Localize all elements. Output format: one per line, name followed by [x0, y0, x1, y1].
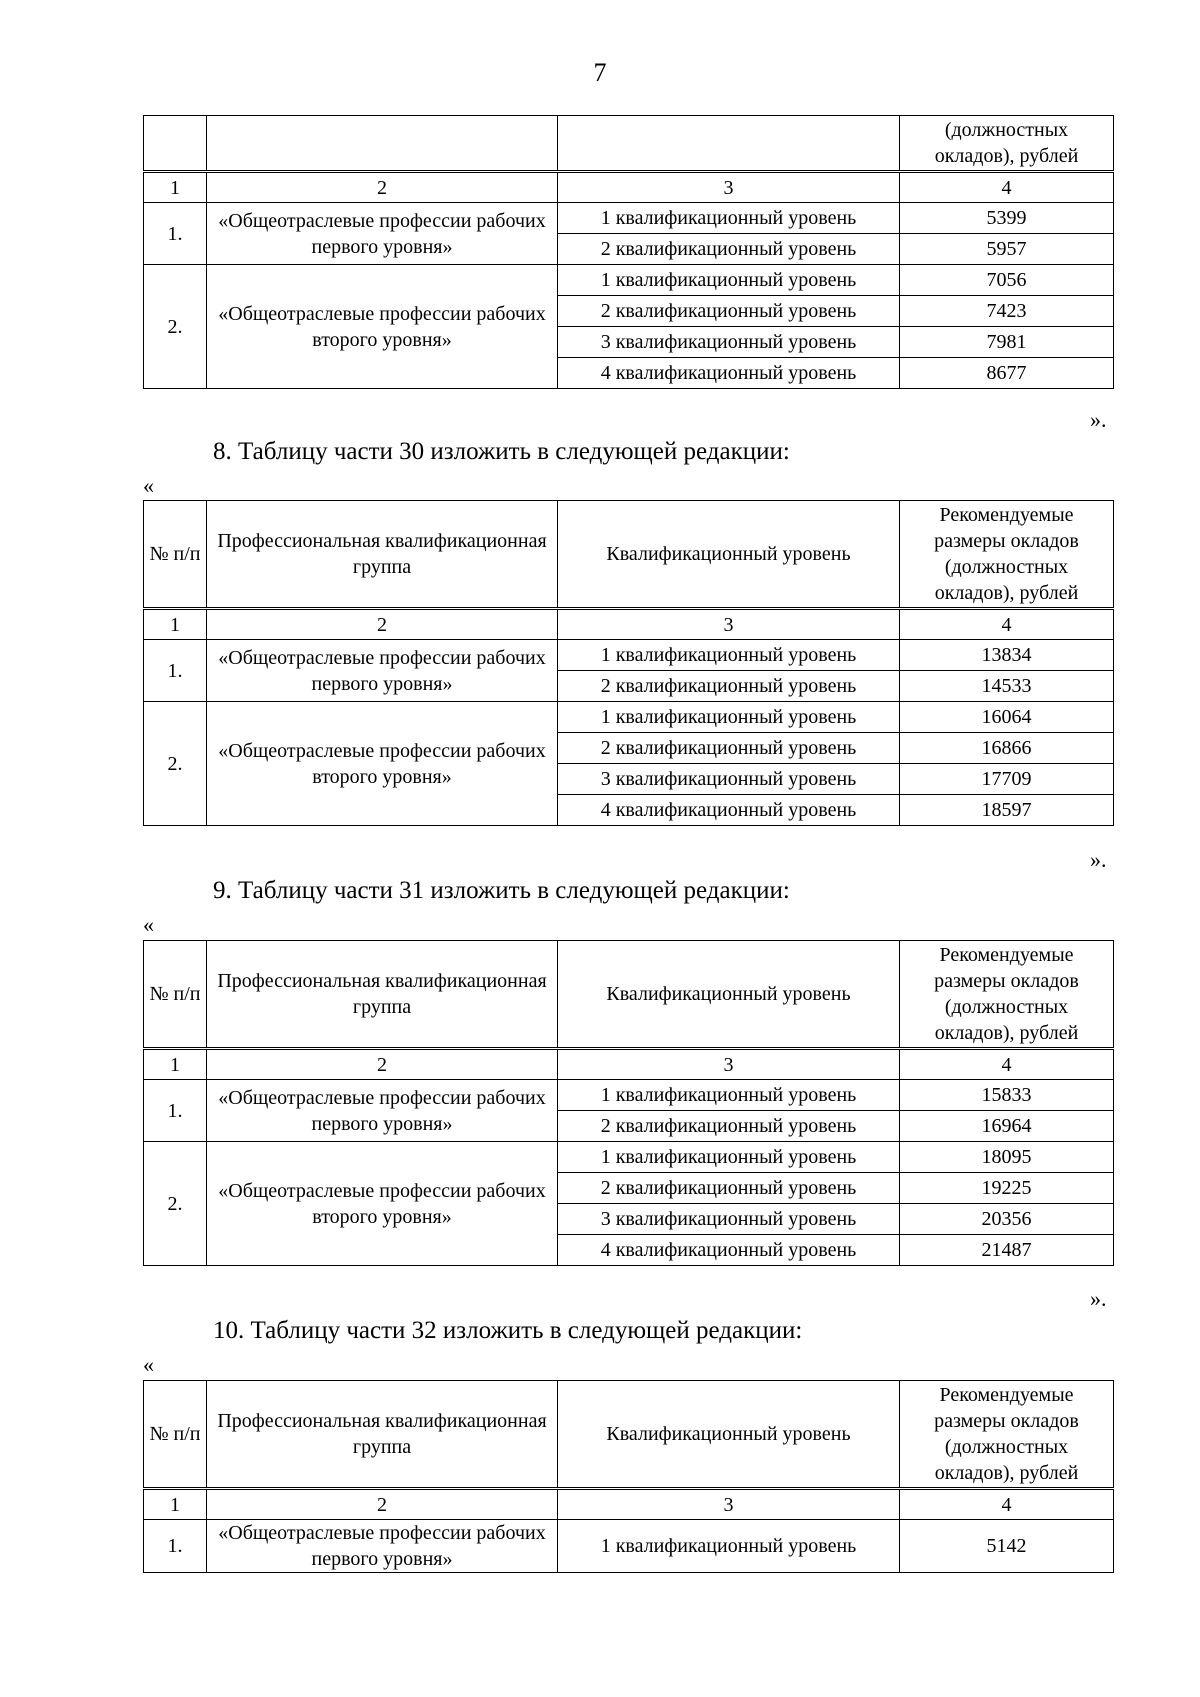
closing-quote: ».: [1090, 407, 1107, 432]
row-number: 1.: [144, 640, 207, 702]
column-number: 2: [207, 172, 558, 203]
salary-cell: 21487: [900, 1235, 1114, 1266]
level-cell: 1 квалификационный уровень: [558, 1080, 900, 1111]
level-cell: 3 квалификационный уровень: [558, 327, 900, 358]
column-number: 1: [144, 609, 207, 640]
header-group: Профессиональная квалификационная группа: [207, 941, 558, 1049]
header-cell: [207, 116, 558, 172]
salary-cell: 18597: [900, 795, 1114, 826]
salary-table-part31: [143, 940, 1114, 1266]
level-cell: 2 квалификационный уровень: [558, 296, 900, 327]
column-number: 4: [900, 1489, 1114, 1520]
salary-cell: 17709: [900, 764, 1114, 795]
column-number: 2: [207, 1489, 558, 1520]
column-number: 3: [558, 1489, 900, 1520]
group-name: «Общеотраслевые профессии рабочих первого уровня»: [207, 1080, 558, 1142]
column-number: 1: [144, 1489, 207, 1520]
closing-quote: ».: [1090, 1286, 1107, 1311]
header-level: Квалификационный уровень: [558, 1381, 900, 1489]
header-cell: [558, 116, 900, 172]
opening-quote: «: [143, 473, 154, 498]
row-number: 2.: [144, 702, 207, 826]
salary-cell: 13834: [900, 640, 1114, 671]
section-heading: 10. Таблицу части 32 изложить в следующей редакции:: [213, 1317, 803, 1344]
column-number: 4: [900, 1049, 1114, 1080]
level-cell: 1 квалификационный уровень: [558, 203, 900, 234]
salary-cell: 16964: [900, 1111, 1114, 1142]
column-number: 2: [207, 609, 558, 640]
salary-cell: 7056: [900, 265, 1114, 296]
row-number: 2.: [144, 1142, 207, 1266]
salary-cell: 5399: [900, 203, 1114, 234]
opening-quote: «: [143, 1352, 154, 1377]
row-number: 1.: [144, 203, 207, 265]
opening-quote: «: [143, 912, 154, 937]
salary-cell: 5142: [900, 1520, 1114, 1573]
header-number: № п/п: [144, 941, 207, 1049]
level-cell: 2 квалификационный уровень: [558, 1111, 900, 1142]
salary-cell: 20356: [900, 1204, 1114, 1235]
group-name: «Общеотраслевые профессии рабочих первого уровня»: [207, 203, 558, 265]
level-cell: 2 квалификационный уровень: [558, 1173, 900, 1204]
level-cell: 1 квалификационный уровень: [558, 702, 900, 733]
page-number: 7: [593, 58, 607, 87]
header-salary-continued: (должностных окладов), рублей: [900, 116, 1114, 172]
section-heading: 8. Таблицу части 30 изложить в следующей редакции:: [213, 438, 790, 465]
level-cell: 4 квалификационный уровень: [558, 1235, 900, 1266]
column-number: 4: [900, 172, 1114, 203]
header-salary: Рекомендуемые размеры окладов (должностных окладов), рублей: [900, 501, 1114, 609]
salary-table-continued: [143, 115, 1114, 389]
column-number: 1: [144, 1049, 207, 1080]
group-name: «Общеотраслевые профессии рабочих второго уровня»: [207, 1142, 558, 1266]
level-cell: 1 квалификационный уровень: [558, 265, 900, 296]
level-cell: 2 квалификационный уровень: [558, 733, 900, 764]
salary-cell: 8677: [900, 358, 1114, 389]
level-cell: 3 квалификационный уровень: [558, 764, 900, 795]
group-name: «Общеотраслевые профессии рабочих первого уровня»: [207, 1520, 558, 1573]
column-number: 1: [144, 172, 207, 203]
salary-cell: 16064: [900, 702, 1114, 733]
level-cell: 4 квалификационный уровень: [558, 795, 900, 826]
closing-quote: ».: [1090, 847, 1107, 872]
salary-table-part30: [143, 500, 1114, 826]
salary-table-part32: [143, 1380, 1114, 1573]
header-level: Квалификационный уровень: [558, 941, 900, 1049]
salary-cell: 18095: [900, 1142, 1114, 1173]
level-cell: 3 квалификационный уровень: [558, 1204, 900, 1235]
level-cell: 1 квалификационный уровень: [558, 1142, 900, 1173]
salary-cell: 5957: [900, 234, 1114, 265]
column-number: 2: [207, 1049, 558, 1080]
group-name: «Общеотраслевые профессии рабочих второго уровня»: [207, 265, 558, 389]
level-cell: 4 квалификационный уровень: [558, 358, 900, 389]
header-group: Профессиональная квалификационная группа: [207, 501, 558, 609]
column-number: 3: [558, 1049, 900, 1080]
salary-cell: 14533: [900, 671, 1114, 702]
column-number: 4: [900, 609, 1114, 640]
level-cell: 2 квалификационный уровень: [558, 671, 900, 702]
header-number: № п/п: [144, 501, 207, 609]
salary-cell: 15833: [900, 1080, 1114, 1111]
header-group: Профессиональная квалификационная группа: [207, 1381, 558, 1489]
column-number: 3: [558, 609, 900, 640]
row-number: 1.: [144, 1080, 207, 1142]
salary-cell: 7423: [900, 296, 1114, 327]
header-salary: Рекомендуемые размеры окладов (должностных окладов), рублей: [900, 1381, 1114, 1489]
header-number: № п/п: [144, 1381, 207, 1489]
header-salary: Рекомендуемые размеры окладов (должностных окладов), рублей: [900, 941, 1114, 1049]
level-cell: 1 квалификационный уровень: [558, 1520, 900, 1573]
section-heading: 9. Таблицу части 31 изложить в следующей редакции:: [213, 877, 790, 904]
salary-cell: 7981: [900, 327, 1114, 358]
level-cell: 1 квалификационный уровень: [558, 640, 900, 671]
salary-cell: 16866: [900, 733, 1114, 764]
row-number: 2.: [144, 265, 207, 389]
group-name: «Общеотраслевые профессии рабочих первого уровня»: [207, 640, 558, 702]
level-cell: 2 квалификационный уровень: [558, 234, 900, 265]
column-number: 3: [558, 172, 900, 203]
row-number: 1.: [144, 1520, 207, 1573]
header-level: Квалификационный уровень: [558, 501, 900, 609]
salary-cell: 19225: [900, 1173, 1114, 1204]
group-name: «Общеотраслевые профессии рабочих второго уровня»: [207, 702, 558, 826]
header-cell: [144, 116, 207, 172]
